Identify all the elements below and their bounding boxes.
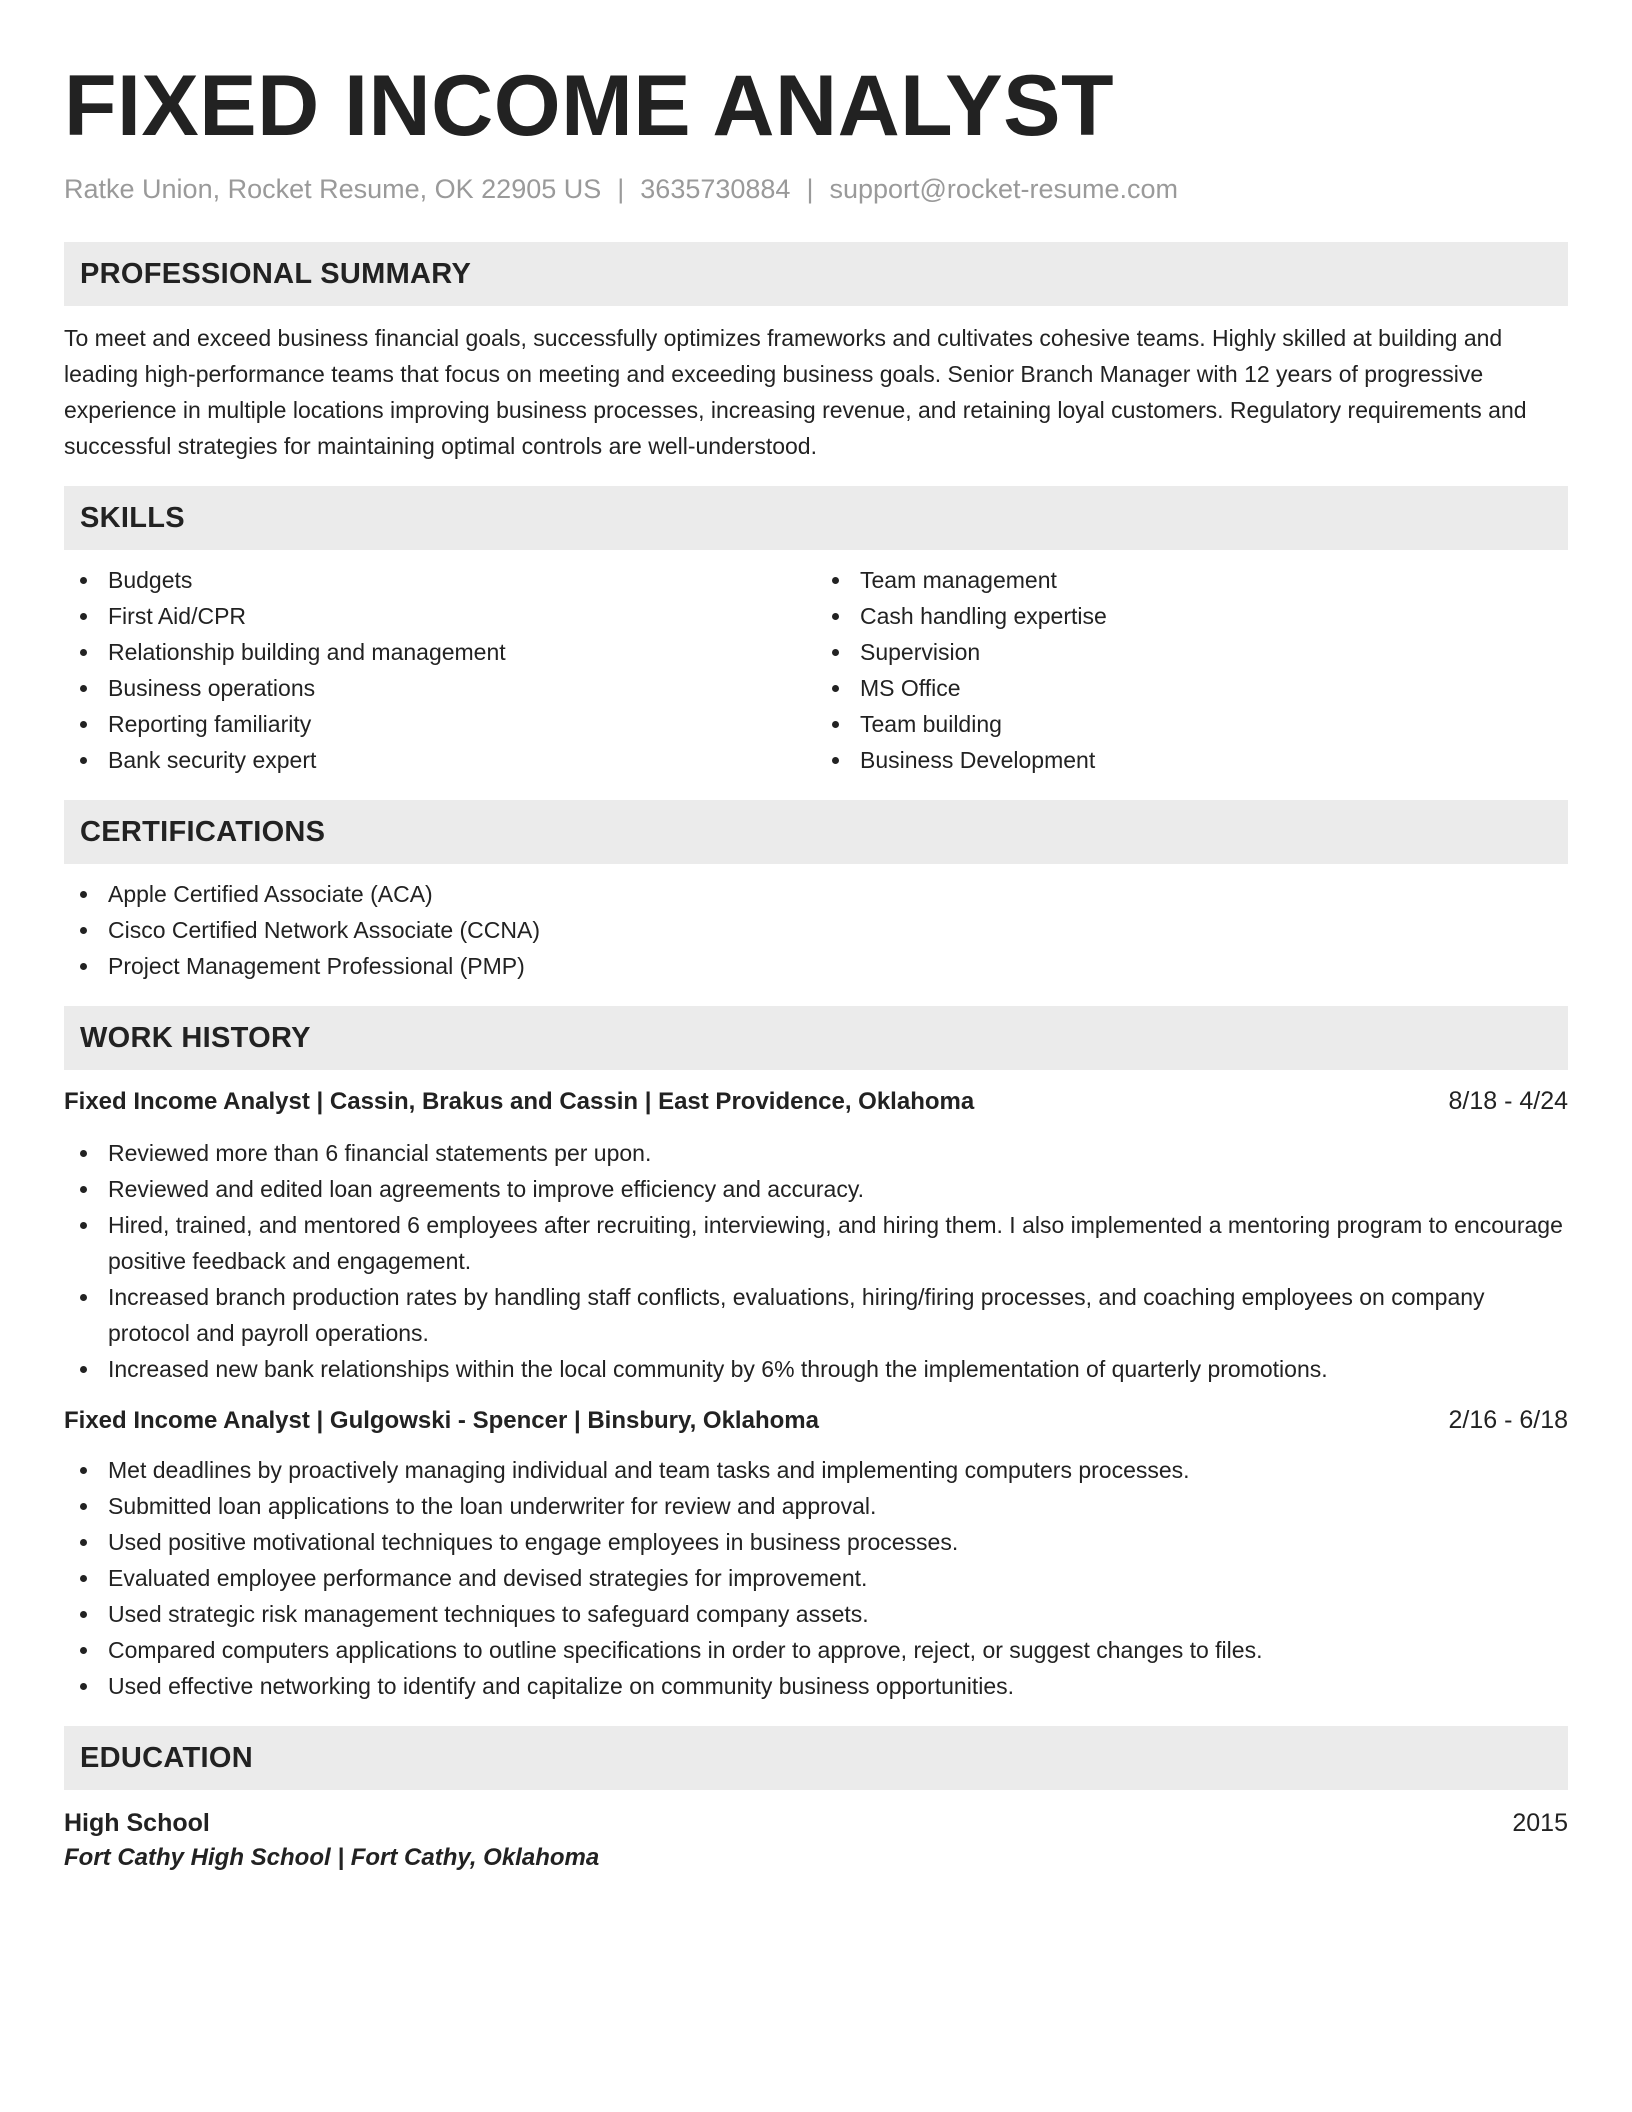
certifications-list <box>64 876 1568 984</box>
job-bullet: Compared computers applications to outline specifications in order to approve, reject, or suggest changes to files. <box>64 1632 1568 1668</box>
skill-item: Bank security expert <box>64 742 816 778</box>
skill-item: MS Office <box>816 670 1568 706</box>
job-bullet: Used effective networking to identify and capitalize on community business opportunities. <box>64 1668 1568 1704</box>
skill-item: Reporting familiarity <box>64 706 816 742</box>
certification-item: Cisco Certified Network Associate (CCNA) <box>64 912 1568 948</box>
skill-item: Business operations <box>64 670 816 706</box>
job-title: Fixed Income Analyst | Cassin, Brakus and Cassin | East Providence, Oklahoma <box>64 1088 975 1115</box>
education-header <box>64 1806 1568 1840</box>
contact-phone: 3635730884 <box>640 174 791 204</box>
skill-item: Supervision <box>816 634 1568 670</box>
skills-column-left <box>64 562 816 778</box>
resume-name: FIXED INCOME ANALYST <box>64 58 1115 154</box>
job-header <box>64 1403 1568 1438</box>
section-heading-education: EDUCATION <box>64 1726 1568 1790</box>
job-bullets <box>64 1135 1568 1387</box>
education-year: 2015 <box>1512 1809 1568 1837</box>
certification-item: Project Management Professional (PMP) <box>64 948 1568 984</box>
skill-item: Relationship building and management <box>64 634 816 670</box>
education-degree: High School <box>64 1809 210 1837</box>
certification-item: Apple Certified Associate (ACA) <box>64 876 1568 912</box>
skill-item: Business Development <box>816 742 1568 778</box>
skills-column-right <box>816 562 1568 778</box>
job-bullet: Evaluated employee performance and devised strategies for improvement. <box>64 1560 1568 1596</box>
skill-item: Budgets <box>64 562 816 598</box>
job-bullet: Reviewed and edited loan agreements to improve efficiency and accuracy. <box>64 1171 1568 1207</box>
section-heading-certifications: CERTIFICATIONS <box>64 800 1568 864</box>
contact-separator: | <box>806 174 814 204</box>
summary-text: To meet and exceed business financial goals, successfully optimizes frameworks and cultivates cohesive teams. Highly skilled at building and leading high-performance teams that focus on meeting and exceeding business goals. Senior Branch Manager with 12 years of progressive experience in multiple locations improving business processes, increasing revenue, and retaining loyal customers. Regulatory requirements and successful strategies for maintaining optimal controls are well-understood. <box>64 325 1527 459</box>
education-school: Fort Cathy High School | Fort Cathy, Oklahoma <box>64 1844 600 1871</box>
job-bullet: Reviewed more than 6 financial statements per upon. <box>64 1135 1568 1171</box>
skill-item: First Aid/CPR <box>64 598 816 634</box>
job-bullet: Hired, trained, and mentored 6 employees after recruiting, interviewing, and hiring them. I also implemented a mentoring program to encourage positive feedback and engagement. <box>64 1207 1568 1279</box>
skill-item: Cash handling expertise <box>816 598 1568 634</box>
job-entry <box>64 1084 1568 1387</box>
contact-address: Ratke Union, Rocket Resume, OK 22905 US <box>64 174 602 204</box>
job-bullet: Increased new bank relationships within the local community by 6% through the implementation of quarterly promotions. <box>64 1351 1568 1387</box>
skill-item: Team management <box>816 562 1568 598</box>
job-header <box>64 1084 1568 1119</box>
section-heading-summary: PROFESSIONAL SUMMARY <box>64 242 1568 306</box>
job-title: Fixed Income Analyst | Gulgowski - Spencer | Binsbury, Oklahoma <box>64 1407 819 1434</box>
job-bullet: Submitted loan applications to the loan underwriter for review and approval. <box>64 1488 1568 1524</box>
job-bullet: Met deadlines by proactively managing individual and team tasks and implementing computers processes. <box>64 1452 1568 1488</box>
job-bullets <box>64 1452 1568 1704</box>
section-heading-work-history: WORK HISTORY <box>64 1006 1568 1070</box>
job-dates: 8/18 - 4/24 <box>1448 1087 1568 1115</box>
section-heading-skills: SKILLS <box>64 486 1568 550</box>
job-bullet: Used strategic risk management techniques to safeguard company assets. <box>64 1596 1568 1632</box>
contact-separator: | <box>617 174 625 204</box>
job-entry <box>64 1403 1568 1704</box>
job-dates: 2/16 - 6/18 <box>1448 1406 1568 1434</box>
job-bullet: Increased branch production rates by handling staff conflicts, evaluations, hiring/firing processes, and coaching employees on company protocol and payroll operations. <box>64 1279 1568 1351</box>
skill-item: Team building <box>816 706 1568 742</box>
contact-line <box>64 172 1568 206</box>
skills-grid <box>64 562 1568 778</box>
job-bullet: Used positive motivational techniques to engage employees in business processes. <box>64 1524 1568 1560</box>
contact-email: support@rocket-resume.com <box>829 174 1178 204</box>
